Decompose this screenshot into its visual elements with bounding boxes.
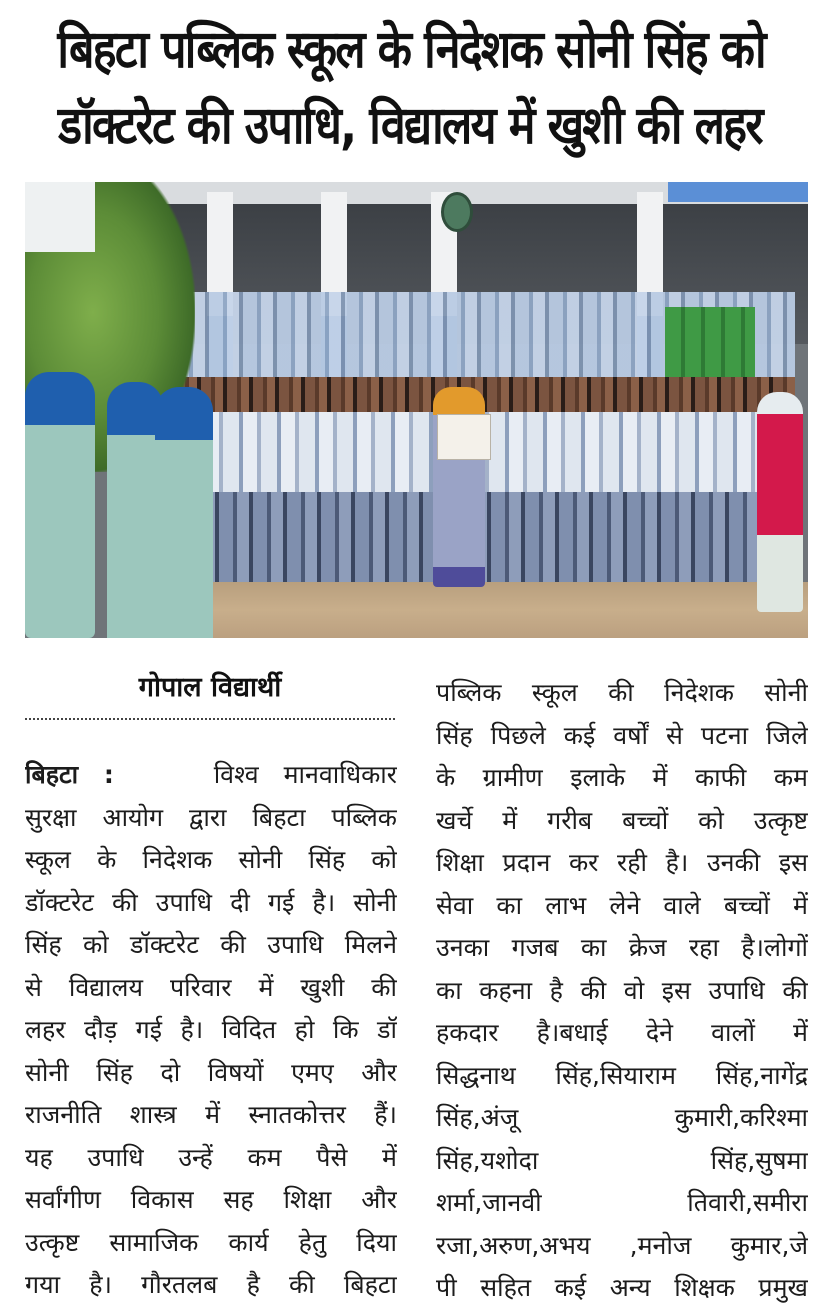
article-line: सिंह पिछले कई वर्षों से पटना जिले: [436, 720, 808, 750]
article-line: उनका गजब का क्रेज रहा है।लोगों: [436, 933, 808, 962]
headline-line-1: बिहटा पब्लिक स्कूल के निदेशक सोनी सिंह को: [57, 20, 765, 80]
article-column-left: [25, 754, 397, 1307]
article-line: बिहटा : विश्व मानवाधिकार: [25, 760, 397, 789]
byline-divider: [25, 718, 395, 720]
ground: [195, 582, 808, 638]
article-line: रजा,अरुण,अभय ,मनोज कुमार,जे: [436, 1230, 808, 1260]
article-line: शिक्षा प्रदान कर रही है। उनकी इस: [436, 848, 808, 877]
article-line: हकदार है।बधाई देने वालों में: [436, 1018, 808, 1047]
article-line: पी सहित कई अन्य शिक्षक प्रमुख: [436, 1273, 808, 1302]
article-line: सोनी सिंह दो विषयों एमए और: [25, 1057, 397, 1087]
dateline: बिहटा :: [25, 760, 114, 789]
article-line: का कहना है की वो इस उपाधि की: [436, 975, 808, 1005]
article-line: से विद्यालय परिवार में खुशी की: [25, 972, 397, 1002]
article-line: लहर दौड़ गई है। विदित हो कि डॉ: [25, 1015, 397, 1044]
teacher-figure: [25, 372, 95, 638]
author-byline: गोपाल विद्यार्थी: [138, 672, 282, 703]
article-line: सिंह,यशोदा सिंह,सुषमा: [436, 1145, 808, 1175]
students-uniform-pants: [185, 492, 785, 582]
article-line: सिंह,अंजू कुमारी,करिश्मा: [436, 1103, 808, 1132]
photo-sky: [668, 182, 808, 202]
article-line: सर्वांगीण विकास सह शिक्षा और: [25, 1185, 397, 1214]
teacher-figure: [155, 387, 213, 638]
article-line: स्कूल के निदेशक सोनी सिंह को: [25, 845, 397, 874]
headline-line-2: डॉक्टरेट की उपाधि, विद्यालय में खुशी की लहर: [58, 96, 762, 156]
news-photo: [25, 182, 808, 638]
students-faces: [175, 377, 795, 417]
article-line: सेवा का लाभ लेने वाले बच्चों में: [436, 890, 808, 920]
loudspeaker-icon: [441, 192, 473, 232]
headline: [0, 12, 820, 164]
students-green-uniform: [665, 307, 755, 387]
article-line: खर्चे में गरीब बच्चों को उत्कृष्ट: [436, 805, 808, 835]
article-line: यह उपाधि उन्हें कम पैसे में: [25, 1142, 397, 1172]
article-line: के ग्रामीण इलाके में काफी कम: [436, 763, 808, 792]
article-line: सिंह को डॉक्टरेट की उपाधि मिलने: [25, 930, 397, 959]
article-line: गया है। गौरतलब है की बिहटा: [25, 1270, 397, 1299]
article-line: डॉक्टरेट की उपाधि दी गई है। सोनी: [25, 887, 397, 917]
article-line: सुरक्षा आयोग द्वारा बिहटा पब्लिक: [25, 802, 397, 832]
article-column-right: [436, 672, 808, 1310]
article-line: सिद्धनाथ सिंह,सियाराम सिंह,नागेंद्र: [436, 1060, 808, 1090]
article-line: उत्कृष्ट सामाजिक कार्य हेतु दिया: [25, 1227, 397, 1257]
sky-patch: [25, 182, 95, 252]
article-line: राजनीति शास्त्र में स्नातकोत्तर हैं।: [25, 1100, 397, 1129]
teacher-figure-right: [757, 392, 803, 612]
article-line: पब्लिक स्कूल की निदेशक सोनी: [436, 678, 808, 707]
certificate: [437, 414, 491, 460]
article-line: शर्मा,जानवी तिवारी,समीरा: [436, 1188, 808, 1217]
